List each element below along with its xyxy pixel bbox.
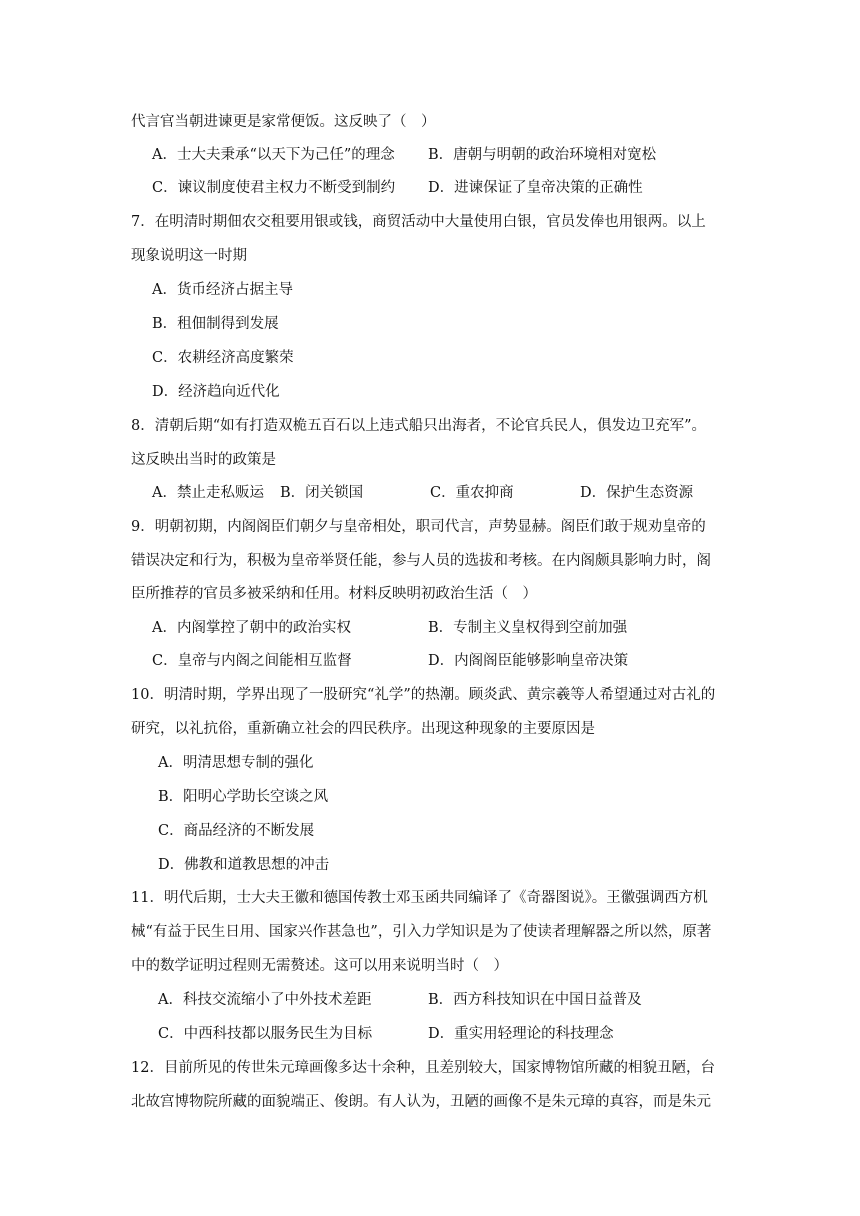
q10-option-b[interactable]: B．阳明心学助长空谈之风 [158, 789, 329, 805]
q12-stem-line2: 北故宫博物院所藏的面貌端正、俊朗。有人认为，丑陋的画像不是朱元璋的真容，而是朱元 [131, 1094, 711, 1110]
q9-stem-line1: 9．明朝初期，内阁阁臣们朝夕与皇帝相处，职司代言，声势显赫。阁臣们敢于规劝皇帝的 [131, 519, 706, 535]
q9-stem-line3: 臣所推荐的官员多被采纳和任用。材料反映明初政治生活（ ） [131, 586, 537, 602]
q9-option-a[interactable]: A．内阁掌控了朝中的政治实权 [152, 620, 351, 636]
q7-stem-line1: 7．在明清时期佃农交租要用银或钱，商贸活动中大量使用白银，官员发俸也用银两。以上 [131, 214, 706, 230]
q9-stem-line2: 错误决定和行为，积极为皇帝举贤任能，参与人员的选拔和考核。在内阁颇具影响力时，阁 [131, 553, 711, 569]
q7-option-d[interactable]: D．经济趋向近代化 [152, 384, 280, 400]
q10-option-d[interactable]: D．佛教和道教思想的冲击 [158, 857, 330, 873]
q8-stem-line1: 8．清朝后期“如有打造双桅五百石以上违式船只出海者，不论官兵民人，俱发边卫充军”。 [131, 418, 707, 434]
q8-option-b[interactable]: B．闭关锁国 [280, 485, 364, 501]
q11-option-d[interactable]: D．重实用轻理论的科技理念 [428, 1026, 614, 1042]
q6-stem-tail: 代言官当朝进谏更是家常便饭。这反映了（ ） [131, 114, 436, 130]
q7-option-b[interactable]: B．租佃制得到发展 [152, 316, 279, 332]
q10-stem-line1: 10．明清时期，学界出现了一股研究“礼学”的热潮。顾炎武、黄宗羲等人希望通过对古礼的 [131, 687, 716, 703]
q11-option-a[interactable]: A．科技交流缩小了中外技术差距 [158, 992, 372, 1008]
q9-option-d[interactable]: D．内阁阁臣能够影响皇帝决策 [428, 653, 629, 669]
q11-option-c[interactable]: C．中西科技都以服务民生为目标 [158, 1026, 373, 1042]
q9-option-c[interactable]: C．皇帝与内阁之间能相互监督 [152, 653, 352, 669]
q8-stem-line2: 这反映出当时的政策是 [131, 452, 276, 468]
q11-option-b[interactable]: B．西方科技知识在中国日益普及 [428, 992, 642, 1008]
q12-stem-line1: 12．目前所见的传世朱元璋画像多达十余种，且差别较大，国家博物馆所藏的相貌丑陋，台 [131, 1060, 715, 1076]
q8-option-c[interactable]: C．重农抑商 [430, 485, 514, 501]
q7-stem-line2: 现象说明这一时期 [131, 248, 247, 264]
q6-option-d[interactable]: D．进谏保证了皇帝决策的正确性 [428, 180, 643, 196]
q6-option-a[interactable]: A．士大夫秉承“以天下为己任”的理念 [152, 147, 395, 163]
q11-stem-line1: 11．明代后期，士大夫王徽和德国传教士邓玉函共同编译了《奇器图说》。王徽强调西方机 [131, 890, 708, 906]
q7-option-c[interactable]: C．农耕经济高度繁荣 [152, 350, 294, 366]
q10-stem-line2: 研究，以礼抗俗，重新确立社会的四民秩序。出现这种现象的主要原因是 [131, 721, 595, 737]
q6-option-b[interactable]: B．唐朝与明朝的政治环境相对宽松 [428, 147, 657, 163]
q10-option-c[interactable]: C．商品经济的不断发展 [158, 823, 315, 839]
q8-option-d[interactable]: D．保护生态资源 [580, 485, 694, 501]
q10-option-a[interactable]: A．明清思想专制的强化 [158, 755, 314, 771]
q9-option-b[interactable]: B．专制主义皇权得到空前加强 [428, 620, 628, 636]
q7-option-a[interactable]: A．货币经济占据主导 [152, 282, 293, 298]
q6-option-c[interactable]: C．谏议制度使君主权力不断受到制约 [152, 180, 396, 196]
q11-stem-line2: 械“有益于民生日用、国家兴作甚急也”，引入力学知识是为了使读者理解器之所以然，原著 [131, 924, 712, 940]
q11-stem-line3: 中的数学证明过程则无需赘述。这可以用来说明当时（ ） [131, 958, 508, 974]
q8-option-a[interactable]: A．禁止走私贩运 [152, 485, 264, 501]
